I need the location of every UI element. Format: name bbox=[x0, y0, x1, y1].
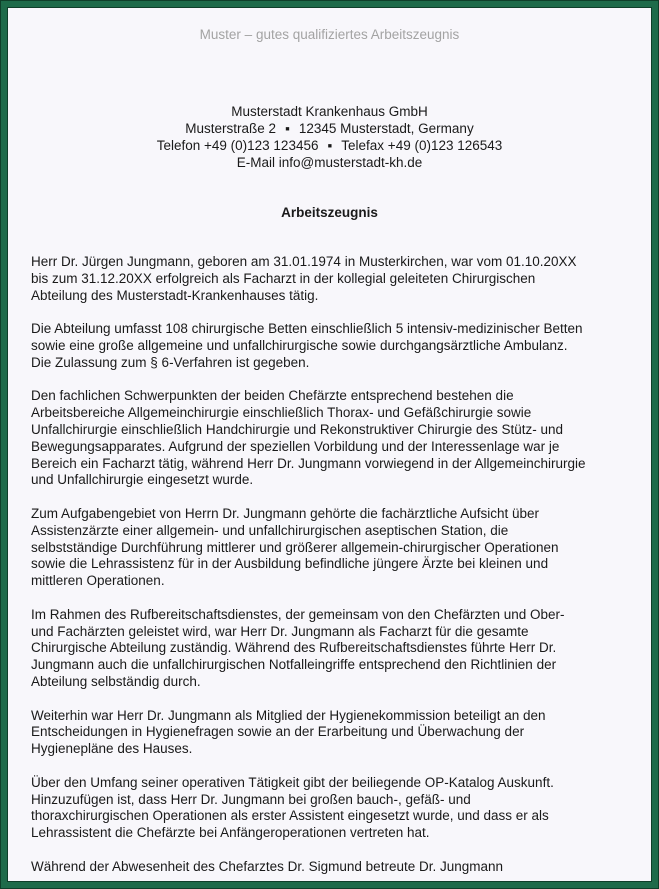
paragraph-line: Die Abteilung umfasst 108 chirurgische Betten einschließlich 5 intensiv-medizinischer Betten bbox=[31, 321, 583, 337]
paragraph-line: sowie die Lehrassistenz für in der Ausbildung befindliche jüngere Ärzte bei kleinen und bbox=[31, 556, 549, 572]
paragraph-line: Unfallchirurgie einschließlich Handchirurgie und Rekonstruktiver Chirurgie des Stütz- und bbox=[31, 421, 563, 437]
paragraph-line: Zum Aufgabengebiet von Herrn Dr. Jungmann gehörte die fachärztliche Aufsicht über bbox=[31, 505, 540, 521]
paragraph-line: Im Rahmen des Rufbereitschaftsdienstes, der gemeinsam von den Chefärzten und Ober- bbox=[31, 606, 565, 622]
paragraph-line: Chirurgische Abteilung zuständig. Während des Rufbereitschaftsdienstes führte Herr Dr. bbox=[31, 640, 557, 656]
body-paragraph bbox=[31, 321, 641, 371]
paragraph-line: Hinzuzufügen ist, dass Herr Dr. Jungmann bei großen bauch-, gefäß- und bbox=[31, 791, 471, 807]
paragraph-line: und Unfallchirurgie eingesetzt wurde. bbox=[31, 472, 254, 488]
body-paragraph bbox=[31, 775, 641, 842]
sender-fax: Telefax +49 (0)123 126543 bbox=[341, 138, 503, 153]
paragraph-line: Bereich ein Facharzt tätig, während Herr Dr. Jungmann vorwiegend in der Allgemeinchirurgie bbox=[31, 455, 586, 471]
sender-name: Musterstadt Krankenhaus GmbH bbox=[231, 104, 428, 119]
paragraph-line: selbstständige Durchführung mittlerer und größerer allgemein-chirurgischer Operationen bbox=[31, 539, 559, 555]
sender-contact-line bbox=[8, 137, 651, 154]
paragraph-line: bis zum 31.12.20XX erfolgreich als Facharzt in der kollegial geleiteten Chirurgischen bbox=[31, 270, 536, 286]
document-header-title: Muster – gutes qualifiziertes Arbeitszeugnis bbox=[199, 27, 460, 42]
document-title: Arbeitszeugnis bbox=[281, 205, 378, 220]
paragraph-line: thoraxchirurgischen Operationen als erster Assistent eingesetzt wurde, und dass er als bbox=[31, 808, 549, 824]
paragraph-line: Während der Abwesenheit des Chefarztes Dr. Sigmund betreute Dr. Jungmann bbox=[31, 858, 504, 874]
paragraph-line: sowie eine große allgemeine und unfallchirurgische sowie durchgangsärztliche Ambulanz. bbox=[31, 337, 568, 353]
paragraph-line: mittleren Operationen. bbox=[31, 573, 165, 589]
body-paragraph bbox=[31, 506, 641, 590]
document-body bbox=[31, 254, 641, 882]
body-paragraph bbox=[31, 254, 641, 304]
document-page bbox=[7, 7, 652, 882]
paragraph-line: Weiterhin war Herr Dr. Jungmann als Mitglied der Hygienekommission beteiligt an den bbox=[31, 707, 546, 723]
paragraph-line: Hygienepläne des Hauses. bbox=[31, 741, 193, 757]
paragraph-line: Entscheidungen in Hygienefragen sowie an der Erarbeitung und Überwachung der bbox=[31, 724, 525, 740]
sender-email: E-Mail info@musterstadt-kh.de bbox=[236, 155, 423, 170]
paragraph-line: und Fachärzten geleistet wird, war Herr Dr. Jungmann als Facharzt für die gesamte bbox=[31, 623, 529, 639]
body-paragraph bbox=[31, 607, 641, 691]
body-paragraph bbox=[31, 708, 641, 758]
paragraph-line: Die Zulassung zum § 6-Verfahren ist gegeben. bbox=[31, 354, 310, 370]
paragraph-line: Abteilung selbständig durch. bbox=[31, 673, 201, 689]
sender-street: Musterstraße 2 bbox=[185, 121, 277, 136]
paragraph-line: Assistenzärzte einer allgemein- und unfallchirurgischen aseptischen Station, die bbox=[31, 522, 509, 538]
separator-bullet: ▪ bbox=[285, 121, 290, 136]
separator-bullet: ▪ bbox=[327, 138, 333, 153]
paragraph-line: Jungmann auch die unfallchirurgischen Notfalleingriffe entsprechend den Richtlinien der bbox=[31, 657, 557, 673]
paragraph-line: Bewegungsapparates. Aufgrund der speziellen Vorbildung und der Interessenlage war je bbox=[31, 438, 560, 454]
body-paragraph bbox=[31, 859, 641, 876]
sender-address-line bbox=[8, 120, 651, 137]
paragraph-line: Lehrassistent die Chefärzte bei Anfängeroperationen vertreten hat. bbox=[31, 825, 430, 841]
sender-city: 12345 Musterstadt, Germany bbox=[298, 121, 474, 136]
paragraph-line: Arbeitsbereiche Allgemeinchirurgie einschließlich Thorax- und Gefäßchirurgie sowie bbox=[31, 405, 532, 421]
body-paragraph bbox=[31, 388, 641, 489]
sender-phone: Telefon +49 (0)123 123456 bbox=[156, 138, 319, 153]
paragraph-line: Herr Dr. Jürgen Jungmann, geboren am 31.01.1974 in Musterkirchen, war vom 01.10.20XX bbox=[31, 254, 577, 269]
sender-address-block bbox=[8, 103, 651, 171]
paragraph-line: Den fachlichen Schwerpunkten der beiden Chefärzte entsprechend bestehen die bbox=[31, 388, 514, 404]
paragraph-line: Über den Umfang seiner operativen Tätigkeit gibt der beiliegende OP-Katalog Auskunft. bbox=[31, 774, 554, 790]
paragraph-line: Abteilung des Musterstadt-Krankenhauses tätig. bbox=[31, 287, 319, 303]
